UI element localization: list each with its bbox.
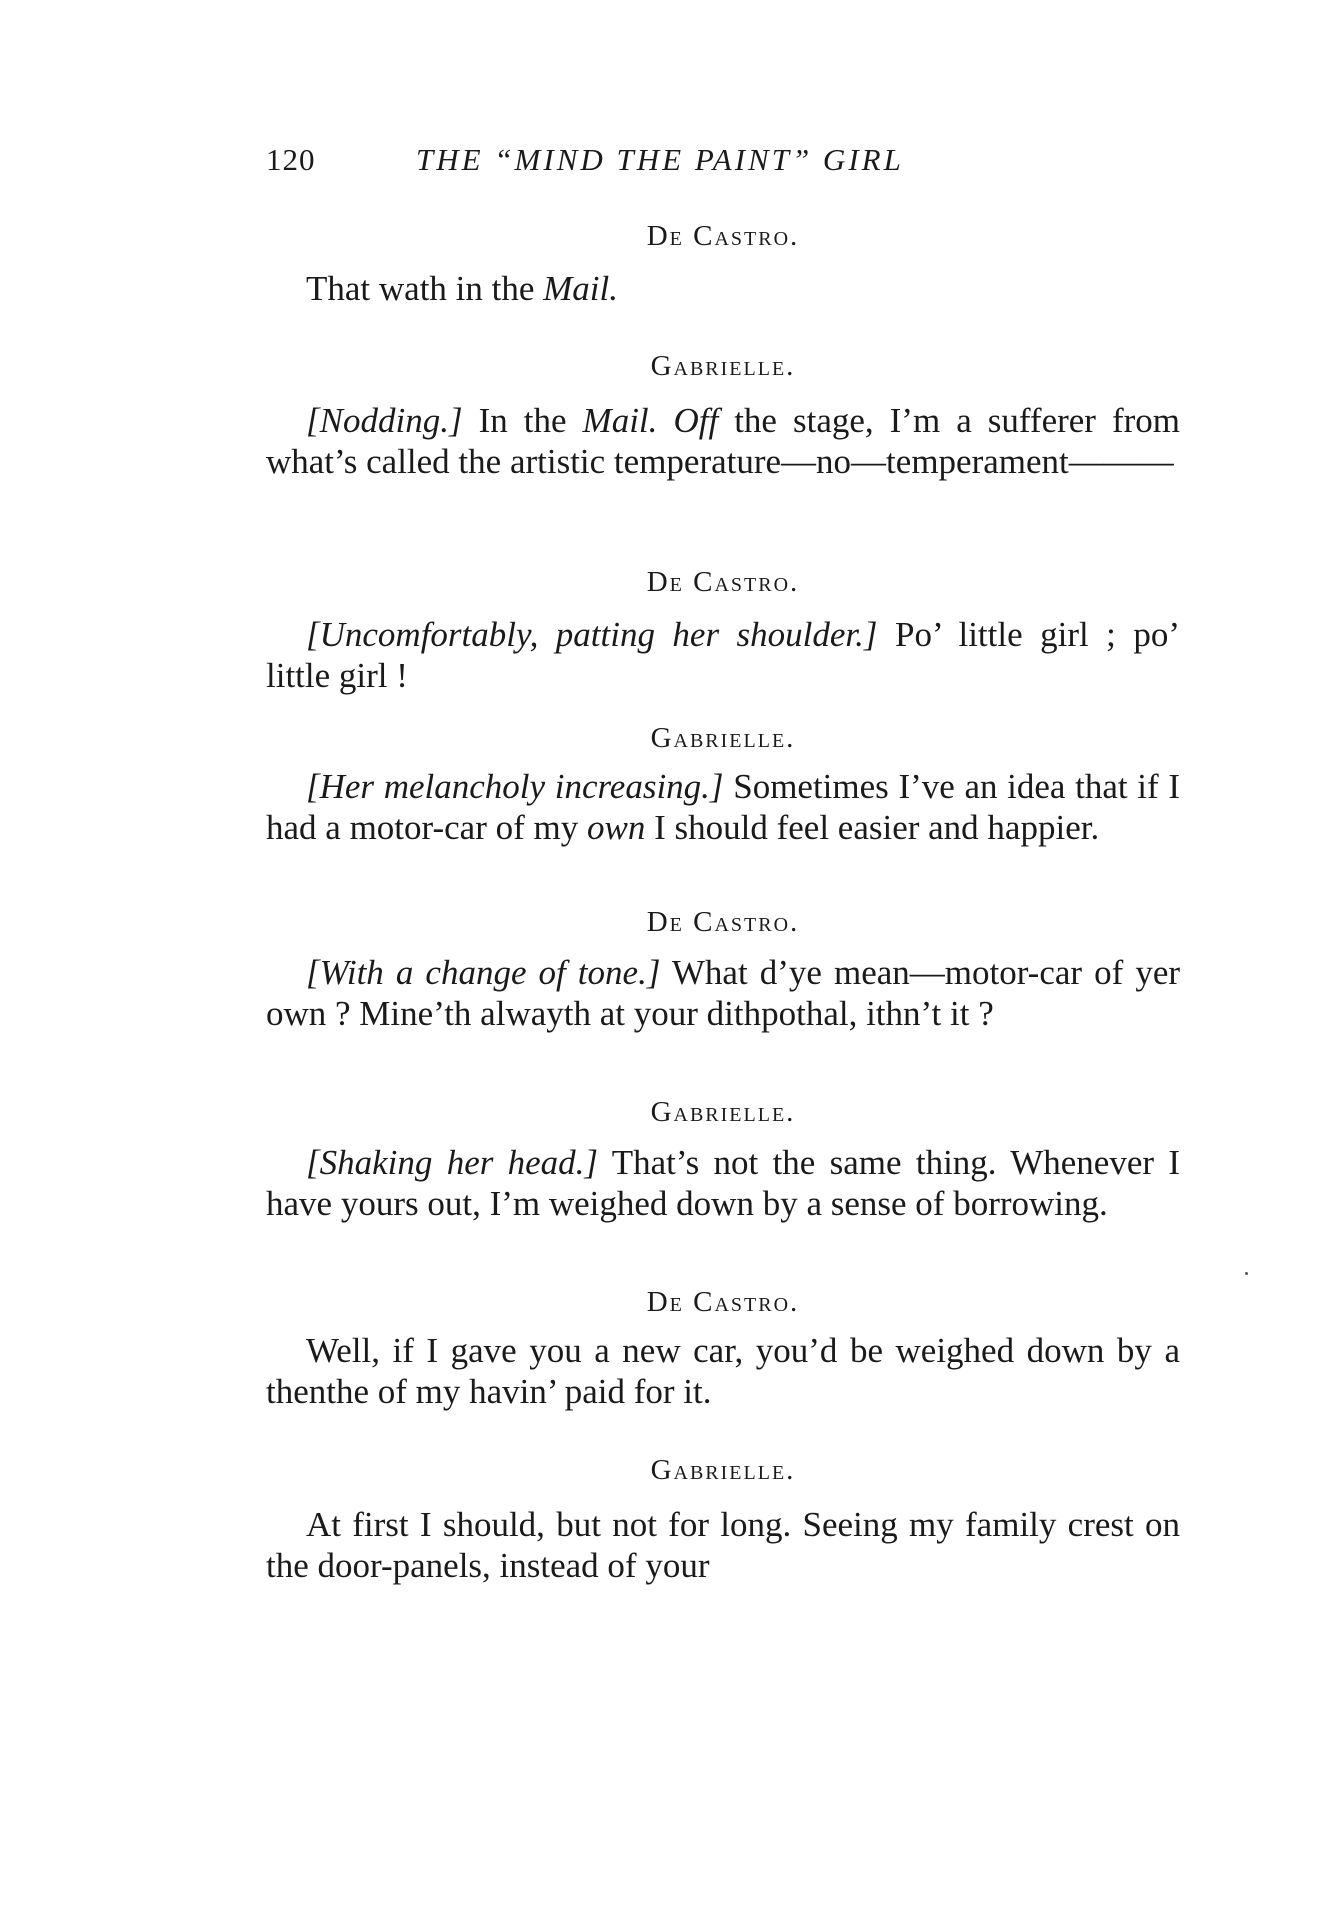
speech-text <box>266 1330 1180 1412</box>
stage-direction: [With a change of tone.] <box>306 953 661 992</box>
speech-block <box>266 1330 1180 1412</box>
page-header <box>266 142 1186 188</box>
speech-segment: the stage, I’m a sufferer from what’s called the artistic temperature—no—temperament——— <box>266 401 1180 481</box>
speech-block <box>266 1504 1180 1586</box>
running-title: THE “MIND THE PAINT” GIRL <box>416 142 904 177</box>
speech-text <box>266 400 1180 482</box>
speech-segment: At first I should, but not for long. Seeing my family crest on the door-panels, instead of your <box>266 1505 1180 1585</box>
speaker-name: De Castro. <box>646 220 800 252</box>
speech-text <box>266 268 1180 309</box>
speaker-name: Gabrielle. <box>650 1096 796 1128</box>
speech-block <box>266 614 1180 696</box>
stage-direction: [Shaking her head.] <box>306 1143 599 1182</box>
speech-segment: That wath in the <box>306 269 544 308</box>
speech-segment: Well, if I gave you a new car, you’d be weighed down by a thenthe of my havin’ paid for it. <box>266 1331 1180 1411</box>
stage-direction: [Her melancholy increasing.] <box>306 767 724 806</box>
speech-text <box>266 952 1180 1034</box>
speaker-name: Gabrielle. <box>650 722 796 754</box>
page-number: 120 <box>266 142 316 177</box>
speech-segment-italic: Off <box>673 401 719 440</box>
speech-segment: That’s not the same thing. Whenever I have yours out, I’m weighed down by a sense of borrowing. <box>266 1143 1180 1223</box>
speech-segment: Sometimes I’ve an idea that if I had a motor-car of my <box>266 767 1180 847</box>
speaker-name: De Castro. <box>646 906 800 938</box>
speech-text <box>266 1504 1180 1586</box>
speech-block <box>266 1142 1180 1224</box>
speech-text <box>266 1142 1180 1224</box>
speech-segment: Po’ little girl ; po’ little girl ! <box>266 615 1180 695</box>
speech-block <box>266 952 1180 1034</box>
speech-text <box>266 766 1180 848</box>
speech-segment <box>657 401 673 440</box>
speech-segment: In the <box>462 401 583 440</box>
speaker-name: Gabrielle. <box>650 350 796 382</box>
speaker-name: Gabrielle. <box>650 1454 796 1486</box>
speech-block <box>266 766 1180 848</box>
speech-text <box>266 614 1180 696</box>
speech-segment-italic: Mail. <box>582 401 658 440</box>
speech-segment-italic: own <box>586 808 646 847</box>
speech-segment: What d’ye mean—motor-car of yer own ? Mine’th alwayth at your dithpothal, ithn’t it ? <box>266 953 1181 1033</box>
speaker-name: De Castro. <box>646 1286 800 1318</box>
print-speck <box>1245 1272 1248 1275</box>
speech-block <box>266 268 1180 309</box>
stage-direction: [Uncomfortably, patting her shoulder.] <box>306 615 878 654</box>
speech-block <box>266 400 1180 482</box>
speech-segment: I should feel easier and happier. <box>645 808 1100 847</box>
stage-direction: [Nodding.] <box>306 401 463 440</box>
speech-segment-italic: Mail. <box>543 269 619 308</box>
speaker-name: De Castro. <box>646 566 800 598</box>
